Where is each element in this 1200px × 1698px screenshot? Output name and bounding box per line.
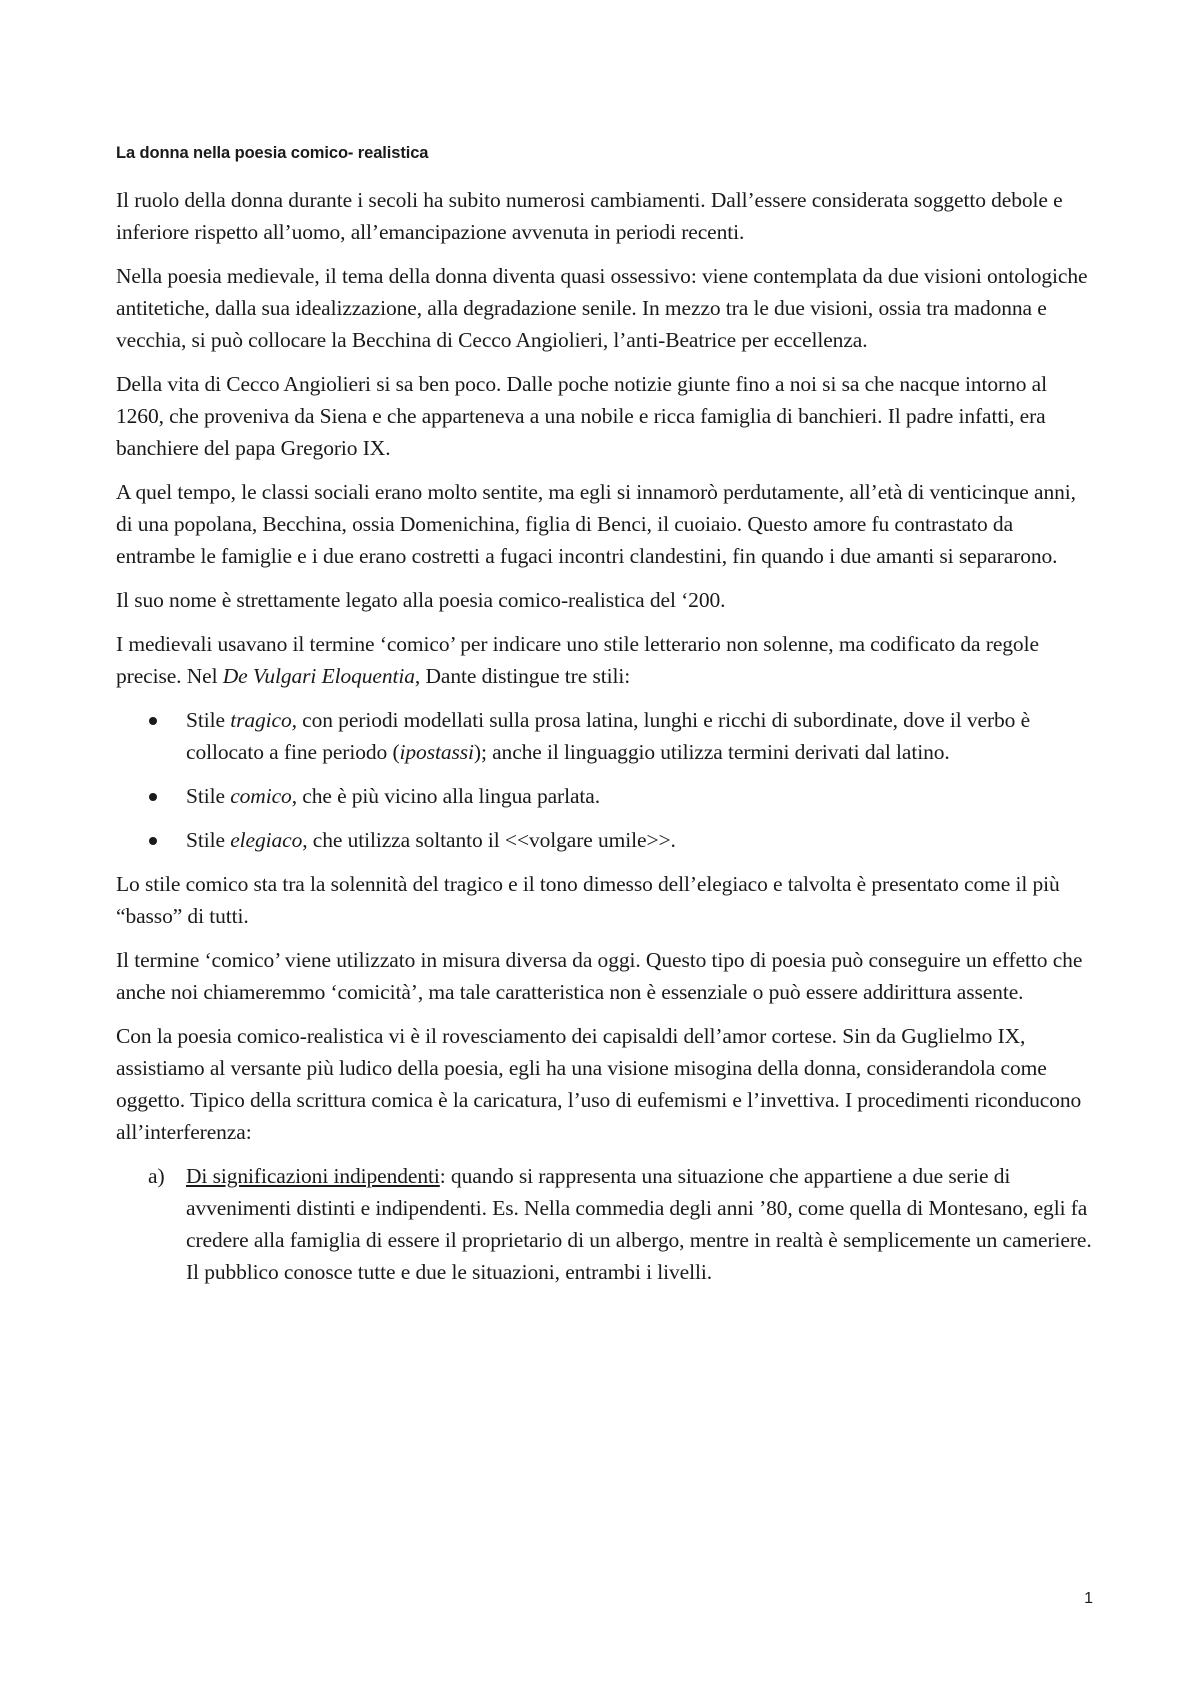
bullet-icon: [149, 837, 157, 845]
stili-intro-title: De Vulgari Eloquentia: [222, 664, 415, 688]
list-item: [148, 1160, 1096, 1288]
bullet-italic: ipostassi: [399, 740, 474, 764]
list-item-text: : quando si rappresenta una situazione che appartiene a due serie di avvenimenti distinti e indipendenti. Es. Nella commedia degli anni ’80, come quella di Montesano, egli fa credere alla famiglia di essere il proprietario di un albergo, mentre in realtà è semplicemente un cameriere. Il pubblico conosce tutte e due le situazioni, entrambi i livelli.: [186, 1164, 1092, 1284]
stili-intro-after: , Dante distingue tre stili:: [414, 664, 631, 688]
bullet-italic: comico: [230, 784, 292, 808]
bullet-text: , che è più vicino alla lingua parlata.: [291, 784, 601, 808]
paragraph: A quel tempo, le classi sociali erano molto sentite, ma egli si innamorò perdutamente, all’età di venticinque anni, di una popolana, Becchina, ossia Domenichina, figlia di Benci, il cuoiaio. Questo amore fu contrastato da entrambe le famiglie e i due erano costretti a fugaci incontri clandestini, fin quando i due amanti si separarono.: [116, 480, 1076, 568]
bullet-prefix: Stile: [186, 828, 231, 852]
interference-list: [116, 1160, 1096, 1288]
paragraph: Il ruolo della donna durante i secoli ha subito numerosi cambiamenti. Dall’essere considerata soggetto debole e inferiore rispetto all’uomo, all’emancipazione avvenuta in periodi recenti.: [116, 188, 1063, 244]
page-number: 1: [1084, 1590, 1093, 1607]
list-item: [186, 780, 1096, 812]
bullet-text: ); anche il linguaggio utilizza termini derivati dal latino.: [473, 740, 950, 764]
list-marker: a): [148, 1164, 165, 1188]
list-item-term: Di significazioni indipendenti: [186, 1164, 440, 1188]
stili-intro-paragraph: [116, 628, 1096, 692]
bullet-italic: elegiaco: [230, 828, 303, 852]
paragraph: Il termine ‘comico’ viene utilizzato in misura diversa da oggi. Questo tipo di poesia può conseguire un effetto che anche noi chiameremmo ‘comicità’, ma tale caratteristica non è essenziale o può essere addirittura assente.: [116, 948, 1083, 1004]
bullet-icon: [149, 717, 157, 725]
document-body: [116, 142, 1096, 1288]
bullet-text: con periodi modellati sulla prosa latina, lunghi e ricchi di subordinate, dove il verbo è collocato a fine periodo (: [186, 708, 1031, 764]
document-title: La donna nella poesia comico- realistica: [116, 144, 429, 162]
list-item: [186, 824, 1096, 856]
paragraph: Con la poesia comico-realistica vi è il rovesciamento dei capisaldi dell’amor cortese. Sin da Guglielmo IX, assistiamo al versante più ludico della poesia, egli ha una visione misogina della donna, considerandola come oggetto. Tipico della scrittura comica è la caricatura, l’uso di eufemismi e l’invettiva. I procedimenti riconducono all’interferenza:: [116, 1024, 1082, 1144]
bullet-prefix: Stile: [186, 708, 231, 732]
paragraph: Nella poesia medievale, il tema della donna diventa quasi ossessivo: viene contemplata da due visioni ontologiche antitetiche, dalla sua idealizzazione, alla degradazione senile. In mezzo tra le due visioni, ossia tra madonna e vecchia, si può collocare la Becchina di Cecco Angiolieri, l’anti-Beatrice per eccellenza.: [116, 264, 1088, 352]
list-item: [186, 704, 1096, 768]
paragraph: Lo stile comico sta tra la solennità del tragico e il tono dimesso dell’elegiaco e talvolta è presentato come il più “basso” di tutti.: [116, 872, 1060, 928]
paragraph: Il suo nome è strettamente legato alla poesia comico-realistica del ‘200.: [116, 588, 726, 612]
stili-intro-before: I medievali usavano il termine ‘comico’ per indicare uno stile letterario non solenne, ma codificato da regole precise. Nel: [116, 632, 1039, 688]
bullet-prefix: Stile: [186, 784, 231, 808]
paragraph: Della vita di Cecco Angiolieri si sa ben poco. Dalle poche notizie giunte fino a noi si sa che nacque intorno al 1260, che proveniva da Siena e che apparteneva a una nobile e ricca famiglia di banchieri. Il padre infatti, era banchiere del papa Gregorio IX.: [116, 372, 1047, 460]
bullet-icon: [149, 793, 157, 801]
styles-bullet-list: [116, 704, 1096, 856]
bullet-italic: tragico,: [230, 708, 297, 732]
bullet-text: , che utilizza soltanto il <<volgare umile>>.: [302, 828, 676, 852]
